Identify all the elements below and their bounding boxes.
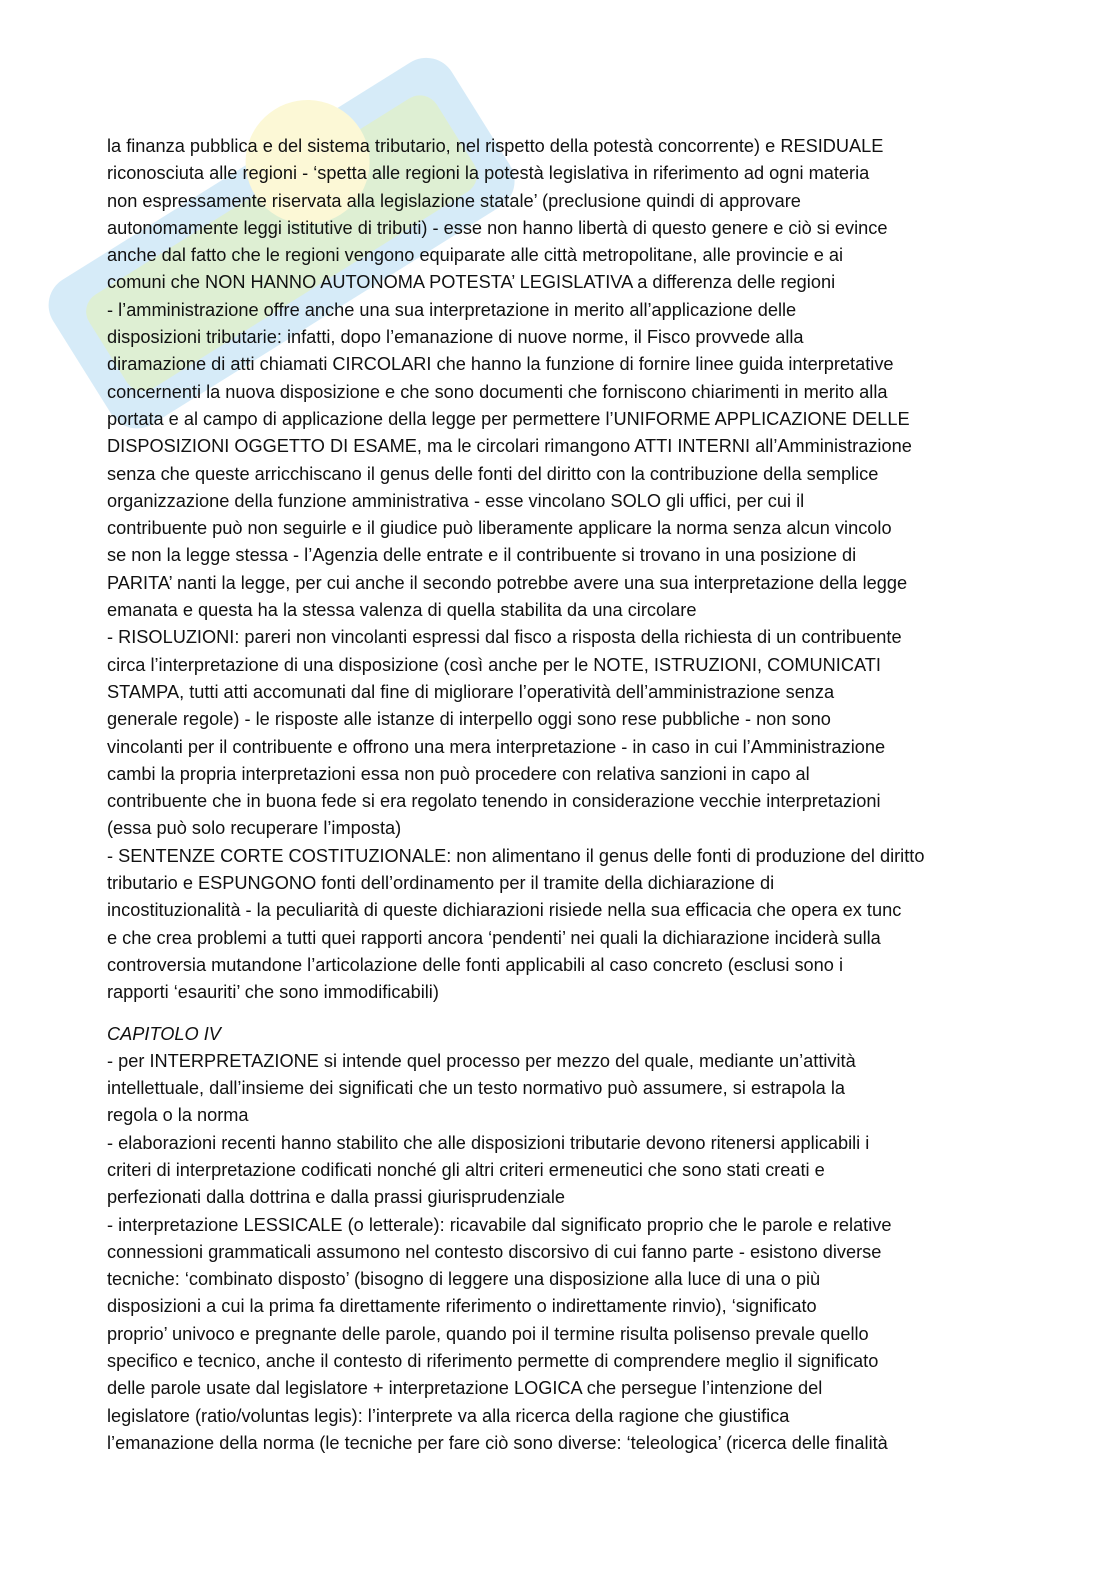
text-line: legislatore (ratio/voluntas legis): l’interprete va alla ricerca della ragione che giustifica xyxy=(107,1405,790,1426)
text-line: delle parole usate dal legislatore + interpretazione LOGICA che persegue l’intenzione del xyxy=(107,1378,823,1399)
text-line: autonomamente leggi istitutive di tributi) - esse non hanno libertà di questo genere e ciò si evince xyxy=(107,217,888,238)
text-line: generale regole) - le risposte alle istanze di interpello oggi sono rese pubbliche - non sono xyxy=(107,709,831,730)
text-line: - l’amministrazione offre anche una sua interpretazione in merito all’applicazione delle xyxy=(107,299,797,320)
text-line: PARITA’ nanti la legge, per cui anche il secondo potrebbe avere una sua interpretazione della legge xyxy=(107,572,908,593)
paragraph-spacer xyxy=(107,1007,1007,1021)
text-line: controversia mutandone l’articolazione delle fonti applicabili al caso concreto (esclusi sono i xyxy=(107,954,843,975)
text-line: connessioni grammaticali assumono nel contesto discorsivo di cui fanno parte - esistono diverse xyxy=(107,1241,882,1262)
text-line: concernenti la nuova disposizione e che sono documenti che forniscono chiarimenti in merito alla xyxy=(107,381,888,402)
text-line: - interpretazione LESSICALE (o letterale): ricavabile dal significato proprio che le parole e relative xyxy=(107,1214,892,1235)
text-line: intellettuale, dall’insieme dei significati che un testo normativo può assumere, si estrapola la xyxy=(107,1078,845,1099)
text-line: tecniche: ‘combinato disposto’ (bisogno di leggere una disposizione alla luce di una o più xyxy=(107,1269,821,1290)
text-line: regola o la norma xyxy=(107,1105,249,1126)
text-line: senza che queste arricchiscano il genus delle fonti del diritto con la contribuzione della semplice xyxy=(107,463,879,484)
text-line: emanata e questa ha la stessa valenza di quella stabilita da una circolare xyxy=(107,600,697,621)
paragraph-block-1 xyxy=(107,133,1007,1007)
text-line: DISPOSIZIONI OGGETTO DI ESAME, ma le circolari rimangono ATTI INTERNI all’Amministrazione xyxy=(107,436,912,457)
text-line: STAMPA, tutti atti accomunati dal fine di migliorare l’operatività dell’amministrazione senza xyxy=(107,681,835,702)
text-line: - per INTERPRETAZIONE si intende quel processo per mezzo del quale, mediante un’attività xyxy=(107,1050,856,1071)
text-line: (essa può solo recuperare l’imposta) xyxy=(107,818,402,839)
text-line: e che crea problemi a tutti quei rapporti ancora ‘pendenti’ nei quali la dichiarazione inciderà sulla xyxy=(107,927,881,948)
text-line: organizzazione della funzione amministrativa - esse vincolano SOLO gli uffici, per cui il xyxy=(107,490,805,511)
text-line: - RISOLUZIONI: pareri non vincolanti espressi dal fisco a risposta della richiesta di un contribuente xyxy=(107,627,902,648)
text-line: specifico e tecnico, anche il contesto di riferimento permette di comprendere meglio il significato xyxy=(107,1351,879,1372)
text-line: se non la legge stessa - l’Agenzia delle entrate e il contribuente si trovano in una posizione di xyxy=(107,545,857,566)
text-line: anche dal fatto che le regioni vengono equiparate alle città metropolitane, alle provincie e ai xyxy=(107,245,844,266)
chapter-heading: CAPITOLO IV xyxy=(107,1023,221,1044)
text-line: riconosciuta alle regioni - ‘spetta alle regioni la potestà legislativa in riferimento ad ogni materia xyxy=(107,163,870,184)
text-line: circa l’interpretazione di una disposizione (così anche per le NOTE, ISTRUZIONI, COMUNICATI xyxy=(107,654,881,675)
text-line: diramazione di atti chiamati CIRCOLARI che hanno la funzione di fornire linee guida interpretative xyxy=(107,354,894,375)
text-line: portata e al campo di applicazione della legge per permettere l’UNIFORME APPLICAZIONE DELLE xyxy=(107,408,910,429)
text-line: proprio’ univoco e pregnante delle parole, quando poi il termine risulta polisenso prevale quello xyxy=(107,1323,869,1344)
text-line: rapporti ‘esauriti’ che sono immodificabili) xyxy=(107,982,439,1003)
document-body xyxy=(107,133,1007,1457)
text-line: comuni che NON HANNO AUTONOMA POTESTA’ LEGISLATIVA a differenza delle regioni xyxy=(107,272,836,293)
text-line: contribuente che in buona fede si era regolato tenendo in considerazione vecchie interpretazioni xyxy=(107,791,881,812)
text-line: cambi la propria interpretazioni essa non può procedere con relativa sanzioni in capo al xyxy=(107,763,810,784)
text-line: vincolanti per il contribuente e offrono una mera interpretazione - in caso in cui l’Amministrazione xyxy=(107,736,886,757)
text-line: contribuente può non seguirle e il giudice può liberamente applicare la norma senza alcun vincolo xyxy=(107,518,892,539)
text-line: l’emanazione della norma (le tecniche per fare ciò sono diverse: ‘teleologica’ (ricerca delle finalità xyxy=(107,1432,888,1453)
text-line: criteri di interpretazione codificati nonché gli altri criteri ermeneutici che sono stati creati e xyxy=(107,1159,825,1180)
text-line: - SENTENZE CORTE COSTITUZIONALE: non alimentano il genus delle fonti di produzione del diritto xyxy=(107,845,925,866)
text-line: incostituzionalità - la peculiarità di queste dichiarazioni risiede nella sua efficacia che opera ex tunc xyxy=(107,900,902,921)
text-line: tributario e ESPUNGONO fonti dell’ordinamento per il tramite della dichiarazione di xyxy=(107,873,775,894)
text-line: - elaborazioni recenti hanno stabilito che alle disposizioni tributarie devono ritenersi applicabili i xyxy=(107,1132,870,1153)
paragraph-block-2 xyxy=(107,1048,1007,1457)
text-line: la finanza pubblica e del sistema tributario, nel rispetto della potestà concorrente) e RESIDUALE xyxy=(107,136,884,156)
text-line: perfezionati dalla dottrina e dalla prassi giurisprudenziale xyxy=(107,1187,565,1208)
text-line: disposizioni a cui la prima fa direttamente riferimento o indirettamente rinvio), ‘significato xyxy=(107,1296,817,1317)
text-line: non espressamente riservata alla legislazione statale’ (preclusione quindi di approvare xyxy=(107,190,801,211)
text-line: disposizioni tributarie: infatti, dopo l’emanazione di nuove norme, il Fisco provvede alla xyxy=(107,327,804,348)
